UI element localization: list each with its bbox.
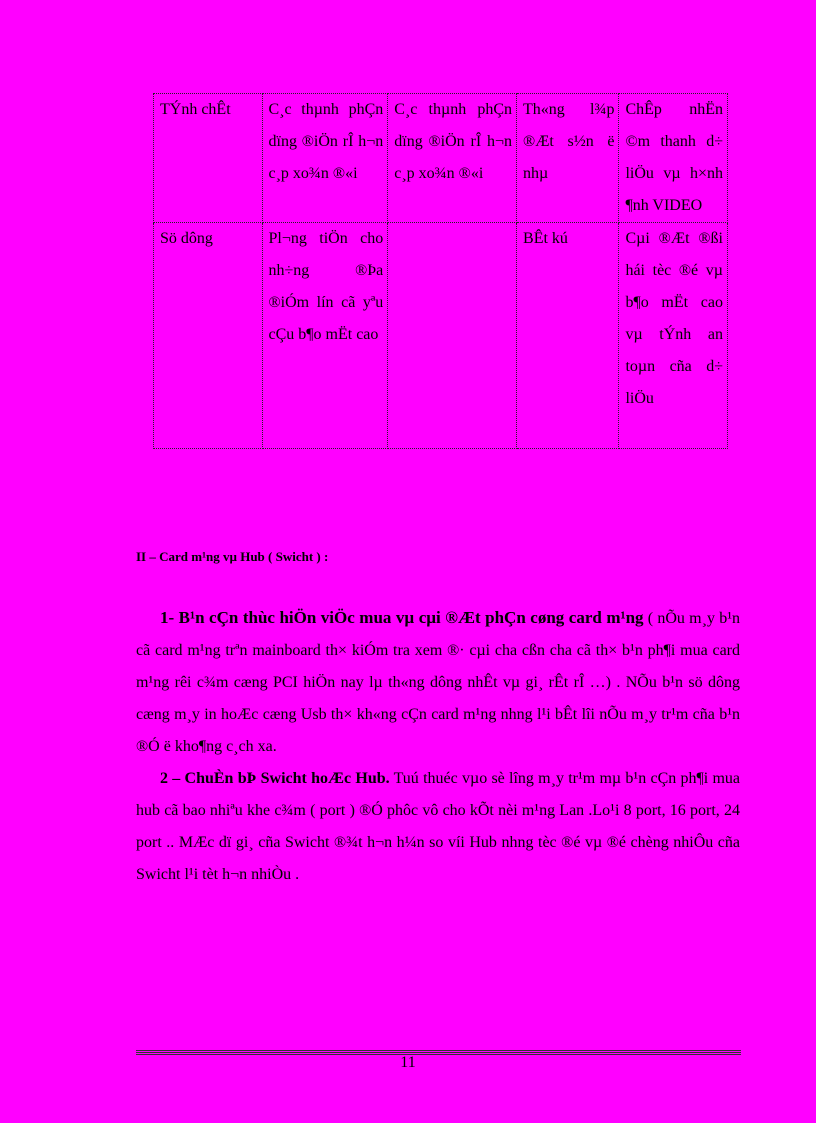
paragraph-body: Tuú thuéc vµo sè lîng m¸y tr¹m mµ b¹n cÇn ph¶i mua hub cã bao nhiªu khe c¾m ( port ) ®Ó phôc vô cho kÕt nèi m¹ng Lan .Lo¹i 8 port, 16 port, 24 port .. MÆc dï gi¸ cña Swicht ®¾t h¬n h¼n so víi Hub nhng tèc ®é vµ ®é chèng nhiÔu cña Swicht l¹i tèt h¬n nhiÒu . [136,770,741,883]
table-cell: Pl¬ng tiÖn cho nh÷ng ®Þa ®iÓm lín cã yªu cÇu b¶o mËt cao [262,223,388,449]
table-row [154,223,728,449]
table-cell [388,223,517,449]
section-heading: II – Card m¹ng vµ Hub ( Swicht ) : [136,549,329,564]
paragraph-body: ( nÕu m¸y b¹n cã card m¹ng trªn mainboard th× kiÓm tra xem ®· cµi cha cßn cha cã th× b¹n ph¶i mua card m¹ng rêi c¾m cæng PCI hiÖn nay lµ th«ng dông nhÊt vµ gi¸ rÊt rÎ …) . NÕu b¹n sö dông cæng m¸y in hoÆc cæng Usb th× kh«ng cÇn card m¹ng nhng l¹i bÊt lîi nÕu m¸y tr¹m cña b¹n ®Ó ë kho¶ng c¸ch xa. [136,610,741,755]
paragraph-lead: 2 – ChuÈn bÞ Swicht hoÆc Hub. [160,770,390,787]
body-text [136,602,740,891]
table-cell: ChÊp nhËn ©m thanh d÷ liÖu vµ h×nh ¶nh VIDEO [619,94,728,223]
table-cell: BÊt kú [517,223,619,449]
paragraph-lead: 1- B¹n cÇn thùc hiÖn viÖc mua vµ cµi ®Æt phÇn cøng card m¹ng [160,608,644,627]
table-cell: Sö dông [154,223,263,449]
paragraph [136,763,740,891]
comparison-table [153,93,728,449]
table-row [154,94,728,223]
table-cell: C¸c thµnh phÇn dïng ®iÖn rÎ h¬n c¸p xo¾n ®«i [262,94,388,223]
paragraph [136,602,740,763]
table-cell: C¸c thµnh phÇn dïng ®iÖn rÎ h¬n c¸p xo¾n ®«i [388,94,517,223]
table-cell: Cµi ®Æt ®ßi hái tèc ®é vµ b¶o mËt cao vµ tÝnh an toµn cña d÷ liÖu [619,223,728,449]
page-number: 11 [400,1054,416,1071]
table-cell: TÝnh chÊt [154,94,263,223]
table-cell: Th«ng l¾p ®Æt s½n ë nhµ [517,94,619,223]
